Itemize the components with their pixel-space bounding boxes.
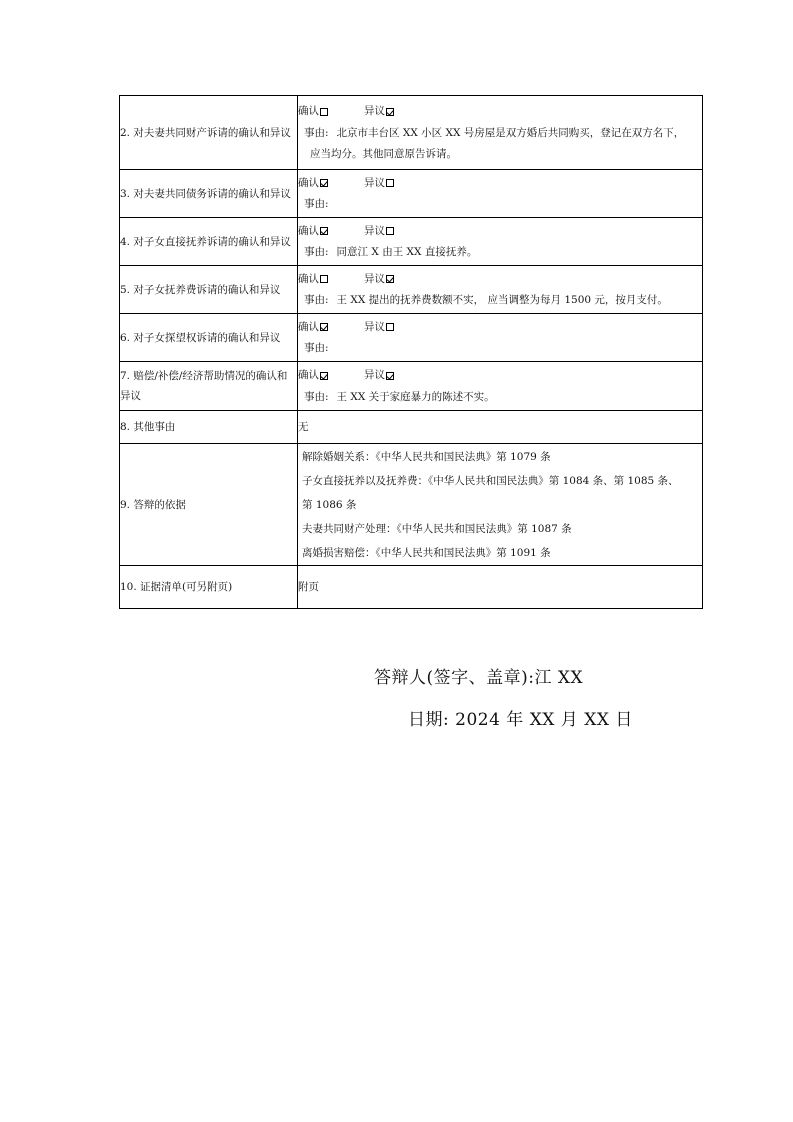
dispute-label: 异议 [364,224,385,237]
confirm-option[interactable] [298,269,328,290]
confirm-label: 确认 [298,320,319,333]
basis-value [298,444,703,566]
dispute-label: 异议 [364,369,385,381]
reason-continuation: 应当均分。其他同意原告诉请。 [310,147,457,160]
confirm-option[interactable] [298,365,328,386]
basis-line: 夫妻共同财产处理：《中华人民共和国民法典》第 1087 条 [302,522,572,535]
form-row-compensation [120,362,703,411]
option-group [298,172,702,194]
form-row-basis [120,444,703,566]
response-form-body [120,96,703,609]
option-group [298,220,702,242]
dispute-label: 异议 [364,320,385,333]
confirm-label: 确认 [298,176,319,189]
response-form-table [119,95,703,609]
row-label: 5. 对子女抚养费诉请的确认和异议 [120,266,298,314]
confirm-checkbox[interactable] [320,323,328,331]
option-group [298,365,702,387]
reason-line [298,123,702,144]
reason-label: 事由: [304,246,329,258]
reason-text: 同意江 X 由王 XX 直接抚养。 [336,246,478,258]
row-value [298,96,703,170]
row-label: 6. 对子女探望权诉请的确认和异议 [120,314,298,362]
form-row-other [120,411,703,444]
dispute-option[interactable] [364,221,394,242]
reason-line [298,194,702,215]
confirm-label: 确认 [298,224,319,237]
row-value [298,266,703,314]
confirm-checkbox[interactable] [320,108,328,116]
reason-line [298,242,702,263]
reason-text: 王 XX 提出的抚养费数额不实， 应当调整为每月 1500 元，按月支付。 [336,294,668,306]
dispute-option[interactable] [364,365,394,386]
form-row-evidence [120,566,703,609]
evidence-value: 附页 [298,566,703,609]
reason-line [298,338,702,359]
dispute-checkbox[interactable] [386,179,394,187]
reason-label: 事由: [304,126,329,139]
dispute-label: 异议 [364,272,385,285]
row-label: 8. 其他事由 [120,411,298,444]
reason-label: 事由: [304,390,329,403]
reason-label: 事由: [304,294,329,306]
option-group [298,316,702,338]
reason-text: 王 XX 关于家庭暴力的陈述不实。 [336,390,495,403]
confirm-option[interactable] [298,317,328,338]
confirm-label: 确认 [298,272,319,285]
dispute-checkbox[interactable] [386,108,394,116]
dispute-checkbox[interactable] [386,372,394,380]
other-value: 无 [298,411,703,444]
dispute-option[interactable] [364,269,394,290]
row-label: 4. 对子女直接抚养诉请的确认和异议 [120,218,298,266]
dispute-checkbox[interactable] [386,275,394,283]
row-value [298,218,703,266]
confirm-option[interactable] [298,221,328,242]
confirm-checkbox[interactable] [320,275,328,283]
reason-line [298,387,702,408]
reason-label: 事由: [304,198,329,210]
row-label: 3. 对夫妻共同债务诉请的确认和异议 [120,170,298,218]
confirm-checkbox[interactable] [320,179,328,187]
dispute-checkbox[interactable] [386,323,394,331]
date-line: 日期: 2024 年 XX 月 XX 日 [408,710,633,730]
dispute-option[interactable] [364,101,394,122]
signature-line: 答辩人(签字、盖章):江 XX [374,668,584,688]
basis-line: 解除婚姻关系：《中华人民共和国民法典》第 1079 条 [302,450,551,463]
form-row-custody [120,218,703,266]
row-value [298,362,703,411]
confirm-label: 确认 [298,369,319,381]
form-row-debt [120,170,703,218]
confirm-option[interactable] [298,101,328,122]
row-label: 2. 对夫妻共同财产诉请的确认和异议 [120,96,298,170]
row-value [298,170,703,218]
row-label: 9. 答辩的依据 [120,444,298,566]
confirm-label: 确认 [298,105,319,117]
basis-line: 子女直接抚养以及抚养费：《中华人民共和国民法典》第 1084 条、第 1085 条、 [302,474,679,487]
row-label: 7. 赔偿/补偿/经济帮助情况的确认和异议 [120,362,298,411]
form-row-visitation [120,314,703,362]
option-group [298,101,702,123]
dispute-option[interactable] [364,317,394,338]
form-row-support [120,266,703,314]
confirm-checkbox[interactable] [320,227,328,235]
dispute-label: 异议 [364,105,385,117]
dispute-option[interactable] [364,173,394,194]
reason-line [298,290,702,311]
confirm-option[interactable] [298,173,328,194]
row-value [298,314,703,362]
form-row-property [120,96,703,170]
confirm-checkbox[interactable] [320,372,328,380]
reason-label: 事由: [304,342,329,354]
reason-text: 北京市丰台区 XX 小区 XX 号房屋是双方婚后共同购买，登记在双方名下， [336,126,685,139]
basis-line: 第 1086 条 [302,498,357,511]
option-group [298,268,702,290]
dispute-label: 异议 [364,176,385,189]
dispute-checkbox[interactable] [386,227,394,235]
basis-line: 离婚损害赔偿：《中华人民共和国民法典》第 1091 条 [302,546,551,559]
row-label: 10. 证据清单(可另附页) [120,566,298,609]
